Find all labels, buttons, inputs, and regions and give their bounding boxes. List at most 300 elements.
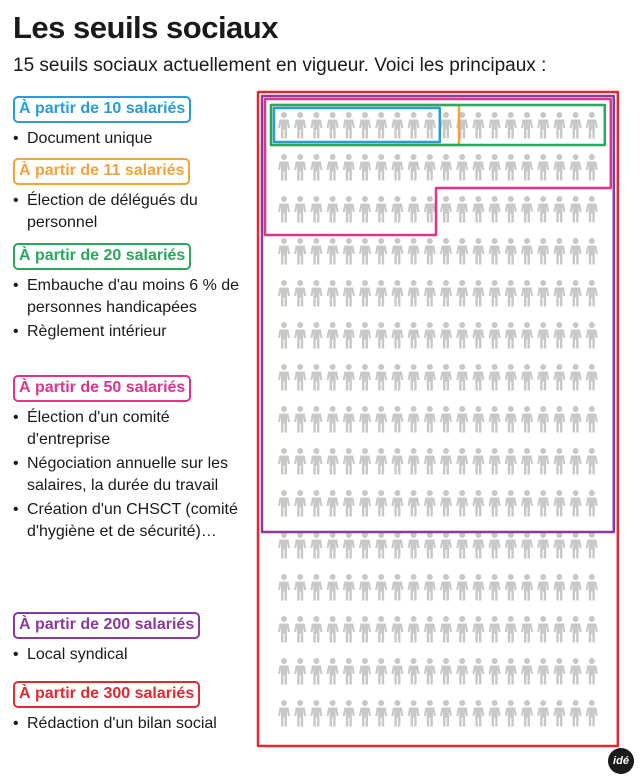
person-figure bbox=[537, 238, 549, 265]
person-figure bbox=[521, 700, 533, 727]
person-figure bbox=[424, 238, 436, 265]
person-figure bbox=[278, 616, 290, 643]
person-figure bbox=[553, 364, 565, 391]
person-figure bbox=[310, 238, 322, 265]
person-figure bbox=[505, 322, 517, 349]
person-figure bbox=[343, 364, 355, 391]
person-figure bbox=[570, 406, 582, 433]
person-figure bbox=[586, 658, 598, 685]
person-figure bbox=[537, 322, 549, 349]
threshold-300-label: À partir de 300 salariés bbox=[13, 681, 200, 708]
person-figure bbox=[521, 322, 533, 349]
person-figure bbox=[505, 574, 517, 601]
person-figure bbox=[343, 574, 355, 601]
person-figure bbox=[440, 154, 452, 181]
person-figure bbox=[278, 238, 290, 265]
person-figure bbox=[586, 238, 598, 265]
person-figure bbox=[456, 574, 468, 601]
person-figure bbox=[440, 238, 452, 265]
person-figure bbox=[327, 238, 339, 265]
person-figure bbox=[537, 154, 549, 181]
person-figure bbox=[359, 700, 371, 727]
person-figure bbox=[327, 490, 339, 517]
person-figure bbox=[310, 700, 322, 727]
person-figure bbox=[294, 322, 306, 349]
threshold-50-item: • Création d'un CHSCT (comité d'hygiène et de sécurité)… bbox=[13, 499, 241, 542]
person-figure bbox=[472, 700, 484, 727]
person-figure bbox=[570, 112, 582, 139]
person-figure bbox=[327, 616, 339, 643]
person-figure bbox=[391, 658, 403, 685]
person-figure bbox=[570, 154, 582, 181]
person-figure bbox=[424, 574, 436, 601]
person-figure bbox=[408, 658, 420, 685]
person-figure bbox=[553, 532, 565, 559]
person-figure bbox=[537, 448, 549, 475]
person-figure bbox=[278, 406, 290, 433]
person-figure bbox=[408, 280, 420, 307]
person-figure bbox=[472, 574, 484, 601]
person-figure bbox=[343, 448, 355, 475]
person-figure bbox=[391, 406, 403, 433]
person-figure bbox=[294, 196, 306, 223]
person-figure bbox=[537, 196, 549, 223]
person-figure bbox=[553, 700, 565, 727]
person-figure bbox=[375, 448, 387, 475]
person-figure bbox=[553, 322, 565, 349]
person-figure bbox=[327, 700, 339, 727]
person-figure bbox=[537, 280, 549, 307]
person-figure bbox=[440, 196, 452, 223]
person-figure bbox=[521, 658, 533, 685]
person-figure bbox=[521, 616, 533, 643]
person-figure bbox=[375, 112, 387, 139]
person-figure bbox=[359, 196, 371, 223]
person-figure bbox=[294, 406, 306, 433]
person-figure bbox=[553, 658, 565, 685]
person-figure bbox=[294, 532, 306, 559]
person-figure bbox=[472, 154, 484, 181]
person-figure bbox=[553, 154, 565, 181]
person-figure bbox=[537, 658, 549, 685]
person-figure bbox=[505, 112, 517, 139]
person-figure bbox=[424, 364, 436, 391]
person-figure bbox=[424, 196, 436, 223]
person-figure bbox=[586, 280, 598, 307]
person-figure bbox=[343, 658, 355, 685]
person-figure bbox=[424, 280, 436, 307]
person-figure bbox=[408, 112, 420, 139]
person-figure bbox=[586, 406, 598, 433]
person-figure bbox=[456, 322, 468, 349]
person-figure bbox=[359, 574, 371, 601]
person-figure bbox=[505, 448, 517, 475]
person-figure bbox=[553, 490, 565, 517]
person-figure bbox=[489, 574, 501, 601]
person-figure bbox=[489, 154, 501, 181]
ide-logo: idé bbox=[608, 748, 634, 774]
person-figure bbox=[424, 448, 436, 475]
threshold-300-item: • Rédaction d'un bilan social bbox=[13, 713, 241, 735]
person-figure bbox=[521, 112, 533, 139]
person-figure bbox=[391, 574, 403, 601]
person-figure bbox=[424, 112, 436, 139]
person-figure bbox=[570, 322, 582, 349]
person-figure bbox=[440, 616, 452, 643]
person-figure bbox=[489, 658, 501, 685]
person-figure bbox=[537, 574, 549, 601]
person-figure bbox=[586, 154, 598, 181]
person-figure bbox=[456, 406, 468, 433]
person-figure bbox=[310, 616, 322, 643]
person-figure bbox=[310, 154, 322, 181]
person-figure bbox=[359, 532, 371, 559]
person-figure bbox=[294, 154, 306, 181]
person-figure bbox=[278, 700, 290, 727]
person-figure bbox=[424, 616, 436, 643]
person-figure bbox=[456, 532, 468, 559]
person-figure bbox=[537, 532, 549, 559]
person-figure bbox=[472, 616, 484, 643]
person-figure bbox=[375, 238, 387, 265]
person-figure bbox=[375, 658, 387, 685]
person-figure bbox=[375, 364, 387, 391]
person-figure bbox=[456, 700, 468, 727]
person-figure bbox=[391, 196, 403, 223]
person-figure bbox=[327, 364, 339, 391]
person-figure bbox=[359, 448, 371, 475]
threshold-20-item: • Embauche d'au moins 6 % de personnes handicapées bbox=[13, 275, 241, 318]
person-figure bbox=[278, 322, 290, 349]
person-figure bbox=[327, 112, 339, 139]
person-figure bbox=[521, 280, 533, 307]
person-figure bbox=[343, 322, 355, 349]
person-figure bbox=[294, 112, 306, 139]
person-figure bbox=[278, 448, 290, 475]
person-figure bbox=[294, 238, 306, 265]
person-figure bbox=[310, 280, 322, 307]
person-figure bbox=[408, 364, 420, 391]
person-figure bbox=[472, 364, 484, 391]
person-figure bbox=[472, 406, 484, 433]
person-figure bbox=[456, 238, 468, 265]
person-figure bbox=[489, 448, 501, 475]
person-figure bbox=[472, 322, 484, 349]
person-figure bbox=[456, 154, 468, 181]
person-figure bbox=[424, 154, 436, 181]
person-figure bbox=[391, 532, 403, 559]
person-figure bbox=[391, 448, 403, 475]
person-figure bbox=[472, 238, 484, 265]
person-figure bbox=[505, 154, 517, 181]
person-figure bbox=[391, 616, 403, 643]
person-figure bbox=[553, 616, 565, 643]
person-figure bbox=[408, 700, 420, 727]
person-figure bbox=[424, 532, 436, 559]
person-figure bbox=[375, 196, 387, 223]
person-figure bbox=[327, 196, 339, 223]
person-figure bbox=[570, 280, 582, 307]
person-figure bbox=[521, 238, 533, 265]
person-figure bbox=[489, 406, 501, 433]
person-figure bbox=[472, 658, 484, 685]
person-figure bbox=[343, 112, 355, 139]
person-figure bbox=[327, 322, 339, 349]
person-figure bbox=[521, 406, 533, 433]
person-figure bbox=[456, 280, 468, 307]
person-figure bbox=[327, 448, 339, 475]
person-figure bbox=[570, 616, 582, 643]
person-figure bbox=[278, 280, 290, 307]
person-figure bbox=[440, 448, 452, 475]
person-figure bbox=[278, 532, 290, 559]
person-figure bbox=[408, 532, 420, 559]
person-figure bbox=[521, 154, 533, 181]
person-figure bbox=[553, 574, 565, 601]
person-figure bbox=[408, 574, 420, 601]
person-figure bbox=[521, 364, 533, 391]
person-figure bbox=[586, 616, 598, 643]
person-figure bbox=[521, 574, 533, 601]
person-figure bbox=[408, 448, 420, 475]
person-figure bbox=[505, 658, 517, 685]
person-figure bbox=[327, 406, 339, 433]
person-figure bbox=[310, 196, 322, 223]
person-figure bbox=[440, 490, 452, 517]
person-figure bbox=[294, 616, 306, 643]
person-figure bbox=[310, 364, 322, 391]
person-figure bbox=[310, 448, 322, 475]
person-figure bbox=[294, 490, 306, 517]
person-figure bbox=[537, 700, 549, 727]
person-figure bbox=[408, 154, 420, 181]
person-figure bbox=[375, 322, 387, 349]
person-figure bbox=[359, 490, 371, 517]
threshold-50-item: • Négociation annuelle sur les salaires, la durée du travail bbox=[13, 453, 241, 496]
person-figure bbox=[375, 700, 387, 727]
person-figure bbox=[391, 112, 403, 139]
person-figure bbox=[424, 322, 436, 349]
person-figure bbox=[310, 406, 322, 433]
person-figure bbox=[391, 322, 403, 349]
person-figure bbox=[472, 448, 484, 475]
person-figure bbox=[278, 574, 290, 601]
person-figure bbox=[472, 490, 484, 517]
person-figure bbox=[570, 574, 582, 601]
person-figure bbox=[391, 238, 403, 265]
person-figure bbox=[586, 448, 598, 475]
person-figure bbox=[278, 364, 290, 391]
person-figure bbox=[294, 448, 306, 475]
person-figure bbox=[553, 406, 565, 433]
person-figure bbox=[505, 490, 517, 517]
person-figure bbox=[343, 616, 355, 643]
person-figure bbox=[553, 280, 565, 307]
person-figure bbox=[472, 112, 484, 139]
person-figure bbox=[327, 658, 339, 685]
person-figure bbox=[278, 112, 290, 139]
person-figure bbox=[343, 238, 355, 265]
person-figure bbox=[456, 448, 468, 475]
person-figure bbox=[294, 574, 306, 601]
person-figure bbox=[537, 406, 549, 433]
person-figure bbox=[359, 406, 371, 433]
person-figure bbox=[391, 154, 403, 181]
person-figure bbox=[391, 700, 403, 727]
person-figure bbox=[375, 280, 387, 307]
person-figure bbox=[375, 532, 387, 559]
person-figure bbox=[408, 406, 420, 433]
person-figure bbox=[391, 490, 403, 517]
person-figure bbox=[505, 280, 517, 307]
person-figure bbox=[489, 532, 501, 559]
person-figure bbox=[537, 364, 549, 391]
person-figure bbox=[343, 196, 355, 223]
person-figure bbox=[440, 322, 452, 349]
person-figure bbox=[440, 658, 452, 685]
person-figure bbox=[472, 280, 484, 307]
person-figure bbox=[359, 658, 371, 685]
person-figure bbox=[505, 700, 517, 727]
page-subtitle: 15 seuils sociaux actuellement en vigueur. Voici les principaux : bbox=[13, 55, 547, 76]
threshold-50-item: • Élection d'un comité d'entreprise bbox=[13, 407, 241, 450]
person-figure bbox=[343, 154, 355, 181]
person-figure bbox=[440, 532, 452, 559]
person-figure bbox=[327, 574, 339, 601]
person-figure bbox=[570, 238, 582, 265]
person-figure bbox=[424, 490, 436, 517]
person-figure bbox=[456, 490, 468, 517]
person-figure bbox=[359, 112, 371, 139]
threshold-10-label: À partir de 10 salariés bbox=[13, 96, 191, 123]
person-figure bbox=[537, 112, 549, 139]
person-figure bbox=[359, 154, 371, 181]
person-figure bbox=[278, 658, 290, 685]
person-figure bbox=[537, 616, 549, 643]
person-figure bbox=[586, 532, 598, 559]
person-figure bbox=[375, 490, 387, 517]
person-figure bbox=[586, 112, 598, 139]
person-figure bbox=[343, 700, 355, 727]
person-figure bbox=[359, 238, 371, 265]
person-figure bbox=[586, 364, 598, 391]
person-figure bbox=[408, 490, 420, 517]
person-figure bbox=[343, 280, 355, 307]
threshold-200-item: • Local syndical bbox=[13, 644, 241, 666]
person-figure bbox=[408, 616, 420, 643]
person-figure bbox=[359, 364, 371, 391]
person-figure bbox=[375, 406, 387, 433]
person-figure bbox=[310, 658, 322, 685]
person-figure bbox=[408, 238, 420, 265]
person-figure bbox=[586, 196, 598, 223]
person-figure bbox=[375, 616, 387, 643]
person-figure bbox=[521, 532, 533, 559]
person-figure bbox=[391, 280, 403, 307]
person-figure bbox=[553, 238, 565, 265]
person-figure bbox=[310, 490, 322, 517]
person-figure bbox=[489, 616, 501, 643]
person-figure bbox=[521, 448, 533, 475]
person-figure bbox=[570, 532, 582, 559]
person-figure bbox=[489, 700, 501, 727]
person-figure bbox=[408, 196, 420, 223]
person-figure bbox=[327, 154, 339, 181]
person-figure bbox=[505, 196, 517, 223]
person-figure bbox=[521, 490, 533, 517]
person-figure bbox=[278, 490, 290, 517]
person-figure bbox=[586, 322, 598, 349]
person-figure bbox=[570, 448, 582, 475]
person-figure bbox=[456, 364, 468, 391]
person-figure bbox=[570, 490, 582, 517]
person-figure bbox=[375, 154, 387, 181]
person-figure bbox=[278, 154, 290, 181]
person-figure bbox=[359, 616, 371, 643]
person-figure bbox=[359, 322, 371, 349]
person-figure bbox=[440, 574, 452, 601]
person-figure bbox=[327, 280, 339, 307]
person-figure bbox=[553, 196, 565, 223]
person-figure bbox=[456, 196, 468, 223]
person-figure bbox=[505, 406, 517, 433]
person-figure bbox=[310, 112, 322, 139]
person-figure bbox=[570, 196, 582, 223]
threshold-50-label: À partir de 50 salariés bbox=[13, 375, 191, 402]
person-figure bbox=[310, 532, 322, 559]
person-figure bbox=[570, 658, 582, 685]
person-figure bbox=[489, 196, 501, 223]
person-figure bbox=[489, 322, 501, 349]
person-figure bbox=[327, 532, 339, 559]
person-figure bbox=[294, 280, 306, 307]
person-figure bbox=[586, 490, 598, 517]
person-figure bbox=[440, 406, 452, 433]
person-figure bbox=[489, 490, 501, 517]
person-figure bbox=[310, 574, 322, 601]
threshold-20-item: • Règlement intérieur bbox=[13, 321, 241, 343]
person-figure bbox=[424, 406, 436, 433]
person-figure bbox=[440, 700, 452, 727]
person-figure bbox=[472, 532, 484, 559]
person-figure bbox=[586, 574, 598, 601]
person-figure bbox=[489, 112, 501, 139]
threshold-200-label: À partir de 200 salariés bbox=[13, 612, 200, 639]
person-figure bbox=[553, 112, 565, 139]
person-figure bbox=[472, 196, 484, 223]
person-figure bbox=[489, 364, 501, 391]
person-figure bbox=[278, 196, 290, 223]
person-figure bbox=[391, 364, 403, 391]
threshold-10-item: • Document unique bbox=[13, 128, 241, 150]
person-figure bbox=[343, 490, 355, 517]
person-figure bbox=[359, 280, 371, 307]
person-figure bbox=[440, 112, 452, 139]
page-title: Les seuils sociaux bbox=[13, 10, 278, 45]
person-figure bbox=[294, 364, 306, 391]
threshold-20-label: À partir de 20 salariés bbox=[13, 243, 191, 270]
person-figure bbox=[570, 364, 582, 391]
person-figure bbox=[586, 700, 598, 727]
person-figure bbox=[294, 658, 306, 685]
person-figure bbox=[537, 490, 549, 517]
person-figure bbox=[456, 616, 468, 643]
person-figure bbox=[570, 700, 582, 727]
person-figure bbox=[424, 658, 436, 685]
person-figure bbox=[489, 280, 501, 307]
person-figure bbox=[343, 532, 355, 559]
person-figure bbox=[375, 574, 387, 601]
